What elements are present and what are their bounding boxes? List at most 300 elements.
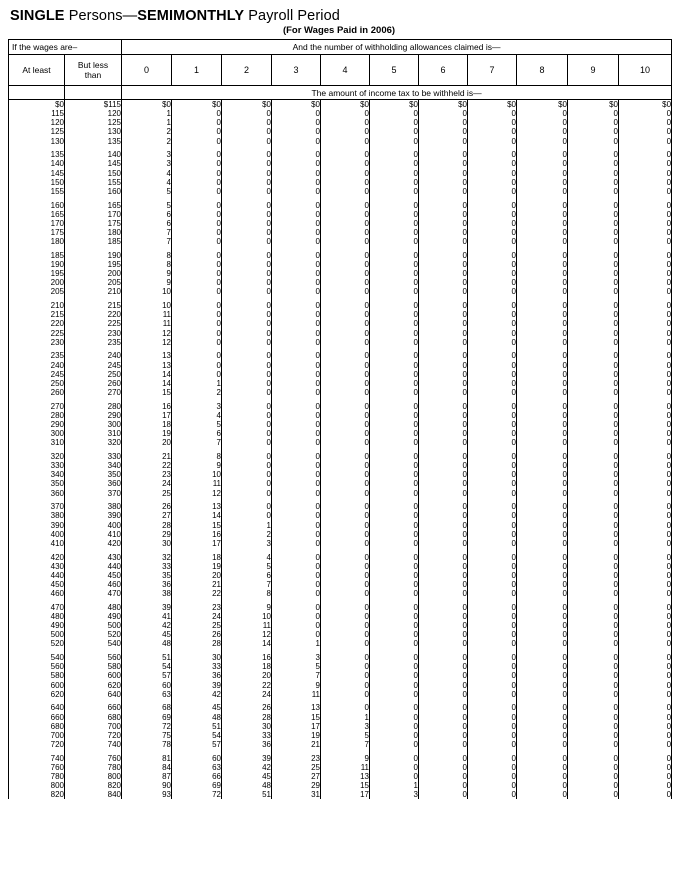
cell-allowance-7: 0 [468, 521, 517, 530]
cell-allowance-8: 0 [517, 470, 568, 479]
cell-allowance-9: 0 [568, 269, 619, 278]
cell-allowance-8: 0 [517, 722, 568, 731]
cell-allowance-9: 0 [568, 489, 619, 498]
cell-allowance-7: 0 [468, 201, 517, 210]
cell-allowance-4: 0 [321, 612, 370, 621]
cell-allowance-3: 0 [272, 150, 321, 159]
cell-allowance-2: 45 [222, 772, 272, 781]
cell-allowance-8: 0 [517, 671, 568, 680]
cell-allowance-2: 9 [222, 603, 272, 612]
cell-allowance-9: 0 [568, 388, 619, 397]
cell-allowance-0: 7 [122, 237, 172, 246]
cell-allowance-6: 0 [419, 379, 468, 388]
cell-allowance-9: 0 [568, 137, 619, 146]
cell-allowance-8: 0 [517, 461, 568, 470]
cell-allowance-0: 18 [122, 420, 172, 429]
cell-allowance-9: 0 [568, 754, 619, 763]
cell-allowance-7: $0 [468, 100, 517, 110]
cell-allowance-2: 51 [222, 790, 272, 799]
cell-allowance-4: 0 [321, 530, 370, 539]
cell-allowance-7: 0 [468, 603, 517, 612]
cell-allowance-3: 0 [272, 621, 321, 630]
cell-allowance-1: 0 [172, 109, 222, 118]
cell-allowance-9: 0 [568, 169, 619, 178]
cell-allowance-2: 0 [222, 127, 272, 136]
cell-allowance-5: 0 [370, 402, 419, 411]
cell-allowance-7: 0 [468, 681, 517, 690]
cell-allowance-9: 0 [568, 671, 619, 680]
cell-allowance-6: 0 [419, 127, 468, 136]
cell-allowance-10: 0 [619, 603, 672, 612]
cell-but-less-than: 470 [65, 589, 122, 598]
cell-allowance-7: 0 [468, 452, 517, 461]
cell-allowance-4: 13 [321, 772, 370, 781]
cell-allowance-8: 0 [517, 338, 568, 347]
page-subtitle: (For Wages Paid in 2006) [282, 25, 396, 36]
cell-allowance-6: 0 [419, 319, 468, 328]
cell-allowance-4: 0 [321, 169, 370, 178]
cell-allowance-7: 0 [468, 379, 517, 388]
cell-allowance-6: 0 [419, 187, 468, 196]
cell-but-less-than: 800 [65, 772, 122, 781]
cell-allowance-4: 7 [321, 740, 370, 749]
cell-allowance-6: 0 [419, 580, 468, 589]
cell-allowance-8: 0 [517, 127, 568, 136]
header-col-1: 1 [172, 55, 222, 86]
cell-allowance-0: 15 [122, 388, 172, 397]
cell-allowance-5: 0 [370, 420, 419, 429]
cell-allowance-4: 0 [321, 228, 370, 237]
cell-at-least: 370 [9, 502, 65, 511]
cell-allowance-10: 0 [619, 612, 672, 621]
cell-allowance-10: 0 [619, 287, 672, 296]
cell-allowance-4: 0 [321, 489, 370, 498]
cell-allowance-3: 0 [272, 370, 321, 379]
table-row [9, 653, 672, 662]
cell-allowance-4: 0 [321, 370, 370, 379]
cell-allowance-4: 0 [321, 210, 370, 219]
cell-allowance-1: 69 [172, 781, 222, 790]
cell-allowance-1: 20 [172, 571, 222, 580]
cell-allowance-9: 0 [568, 109, 619, 118]
cell-allowance-10: 0 [619, 310, 672, 319]
cell-allowance-10: 0 [619, 329, 672, 338]
cell-allowance-7: 0 [468, 287, 517, 296]
cell-allowance-0: 11 [122, 310, 172, 319]
cell-allowance-8: 0 [517, 361, 568, 370]
cell-allowance-10: 0 [619, 388, 672, 397]
cell-at-least: $0 [9, 100, 65, 110]
cell-allowance-5: 0 [370, 763, 419, 772]
cell-but-less-than: 440 [65, 562, 122, 571]
cell-allowance-4: 0 [321, 470, 370, 479]
cell-allowance-5: 0 [370, 580, 419, 589]
cell-at-least: 350 [9, 479, 65, 488]
table-row [9, 438, 672, 447]
table-row [9, 603, 672, 612]
cell-allowance-2: 26 [222, 703, 272, 712]
table-row [9, 118, 672, 127]
cell-allowance-1: 7 [172, 438, 222, 447]
cell-allowance-10: 0 [619, 639, 672, 648]
cell-allowance-10: 0 [619, 361, 672, 370]
header-col-4: 4 [321, 55, 370, 86]
cell-allowance-0: 57 [122, 671, 172, 680]
cell-allowance-1: 0 [172, 329, 222, 338]
cell-allowance-2: 0 [222, 438, 272, 447]
cell-allowance-7: 0 [468, 479, 517, 488]
cell-but-less-than: 310 [65, 429, 122, 438]
cell-allowance-3: $0 [272, 100, 321, 110]
cell-allowance-0: 7 [122, 228, 172, 237]
cell-allowance-5: 0 [370, 639, 419, 648]
cell-allowance-0: 10 [122, 287, 172, 296]
cell-allowance-6: 0 [419, 754, 468, 763]
cell-allowance-5: 0 [370, 219, 419, 228]
cell-allowance-10: 0 [619, 228, 672, 237]
cell-allowance-3: 0 [272, 539, 321, 548]
cell-allowance-6: 0 [419, 489, 468, 498]
cell-allowance-7: 0 [468, 621, 517, 630]
cell-allowance-1: 0 [172, 351, 222, 360]
cell-at-least: 180 [9, 237, 65, 246]
cell-allowance-3: 0 [272, 511, 321, 520]
cell-allowance-4: 0 [321, 251, 370, 260]
cell-allowance-4: 0 [321, 137, 370, 146]
cell-allowance-5: 1 [370, 781, 419, 790]
cell-allowance-3: 0 [272, 461, 321, 470]
cell-allowance-0: 42 [122, 621, 172, 630]
cell-allowance-7: 0 [468, 790, 517, 799]
cell-allowance-8: 0 [517, 790, 568, 799]
cell-allowance-1: 0 [172, 127, 222, 136]
cell-allowance-4: 0 [321, 420, 370, 429]
table-row [9, 511, 672, 520]
cell-allowance-8: 0 [517, 479, 568, 488]
cell-allowance-5: 0 [370, 589, 419, 598]
cell-but-less-than: 135 [65, 137, 122, 146]
cell-allowance-4: 3 [321, 722, 370, 731]
cell-allowance-10: 0 [619, 539, 672, 548]
cell-allowance-10: 0 [619, 731, 672, 740]
cell-allowance-5: 0 [370, 671, 419, 680]
cell-allowance-9: 0 [568, 589, 619, 598]
cell-allowance-3: 0 [272, 489, 321, 498]
cell-allowance-6: 0 [419, 109, 468, 118]
cell-allowance-6: 0 [419, 612, 468, 621]
cell-allowance-1: 0 [172, 201, 222, 210]
page-title-persons: Persons— [64, 8, 138, 24]
table-row [9, 388, 672, 397]
cell-allowance-9: 0 [568, 479, 619, 488]
cell-but-less-than: 225 [65, 319, 122, 328]
cell-allowance-8: 0 [517, 621, 568, 630]
cell-allowance-4: 0 [321, 301, 370, 310]
cell-allowance-2: 3 [222, 539, 272, 548]
cell-allowance-2: 0 [222, 470, 272, 479]
cell-allowance-4: 0 [321, 603, 370, 612]
cell-allowance-6: 0 [419, 502, 468, 511]
cell-allowance-5: 0 [370, 653, 419, 662]
cell-allowance-1: 0 [172, 287, 222, 296]
cell-at-least: 125 [9, 127, 65, 136]
cell-allowance-8: 0 [517, 237, 568, 246]
cell-allowance-2: 0 [222, 420, 272, 429]
cell-at-least: 130 [9, 137, 65, 146]
cell-allowance-9: 0 [568, 201, 619, 210]
cell-but-less-than: 280 [65, 402, 122, 411]
cell-allowance-2: 5 [222, 562, 272, 571]
cell-allowance-3: 0 [272, 159, 321, 168]
cell-allowance-5: 0 [370, 210, 419, 219]
cell-allowance-3: 0 [272, 169, 321, 178]
table-row [9, 639, 672, 648]
cell-allowance-7: 0 [468, 511, 517, 520]
cell-allowance-5: 0 [370, 187, 419, 196]
cell-allowance-8: 0 [517, 580, 568, 589]
cell-allowance-9: 0 [568, 319, 619, 328]
cell-but-less-than: 170 [65, 210, 122, 219]
cell-allowance-3: 0 [272, 228, 321, 237]
cell-allowance-1: 25 [172, 621, 222, 630]
cell-allowance-3: 0 [272, 310, 321, 319]
cell-allowance-3: 0 [272, 429, 321, 438]
cell-allowance-0: 2 [122, 137, 172, 146]
cell-allowance-8: 0 [517, 228, 568, 237]
cell-but-less-than: 270 [65, 388, 122, 397]
cell-allowance-5: 0 [370, 754, 419, 763]
cell-allowance-10: 0 [619, 251, 672, 260]
cell-allowance-9: 0 [568, 379, 619, 388]
cell-allowance-3: 0 [272, 612, 321, 621]
table-row [9, 479, 672, 488]
cell-allowance-10: 0 [619, 159, 672, 168]
cell-allowance-3: 0 [272, 361, 321, 370]
header-amount-label: The amount of income tax to be withheld is— [122, 86, 672, 100]
cell-allowance-3: 0 [272, 452, 321, 461]
cell-allowance-3: 0 [272, 219, 321, 228]
cell-at-least: 195 [9, 269, 65, 278]
cell-allowance-2: 39 [222, 754, 272, 763]
cell-allowance-6: 0 [419, 740, 468, 749]
cell-allowance-8: 0 [517, 187, 568, 196]
cell-allowance-8: 0 [517, 178, 568, 187]
cell-allowance-6: 0 [419, 470, 468, 479]
cell-allowance-9: 0 [568, 301, 619, 310]
cell-allowance-9: 0 [568, 530, 619, 539]
cell-but-less-than: 450 [65, 571, 122, 580]
table-row [9, 379, 672, 388]
cell-allowance-4: 5 [321, 731, 370, 740]
cell-allowance-6: 0 [419, 210, 468, 219]
cell-allowance-6: 0 [419, 237, 468, 246]
page-title-single: SINGLE [10, 8, 65, 24]
cell-allowance-10: 0 [619, 127, 672, 136]
cell-allowance-2: 0 [222, 479, 272, 488]
cell-allowance-10: 0 [619, 118, 672, 127]
cell-allowance-5: 0 [370, 351, 419, 360]
cell-allowance-7: 0 [468, 338, 517, 347]
cell-but-less-than: 370 [65, 489, 122, 498]
cell-allowance-6: 0 [419, 653, 468, 662]
cell-but-less-than: 620 [65, 681, 122, 690]
cell-at-least: 140 [9, 159, 65, 168]
cell-allowance-7: 0 [468, 127, 517, 136]
cell-allowance-4: 9 [321, 754, 370, 763]
cell-allowance-2: 8 [222, 589, 272, 598]
cell-allowance-9: 0 [568, 228, 619, 237]
cell-allowance-5: 0 [370, 301, 419, 310]
cell-allowance-3: 0 [272, 178, 321, 187]
cell-allowance-7: 0 [468, 228, 517, 237]
cell-allowance-8: 0 [517, 269, 568, 278]
cell-allowance-3: 0 [272, 521, 321, 530]
cell-allowance-3: 0 [272, 260, 321, 269]
cell-allowance-8: 0 [517, 329, 568, 338]
cell-at-least: 185 [9, 251, 65, 260]
cell-allowance-1: 0 [172, 370, 222, 379]
cell-allowance-3: 0 [272, 530, 321, 539]
table-row [9, 201, 672, 210]
cell-allowance-2: 0 [222, 370, 272, 379]
cell-allowance-1: 12 [172, 489, 222, 498]
cell-allowance-9: 0 [568, 580, 619, 589]
cell-allowance-10: 0 [619, 571, 672, 580]
cell-allowance-1: 0 [172, 361, 222, 370]
cell-allowance-9: 0 [568, 438, 619, 447]
cell-allowance-7: 0 [468, 118, 517, 127]
cell-allowance-1: 33 [172, 662, 222, 671]
cell-allowance-10: 0 [619, 740, 672, 749]
cell-but-less-than: 560 [65, 653, 122, 662]
cell-allowance-7: 0 [468, 671, 517, 680]
cell-allowance-9: 0 [568, 662, 619, 671]
cell-allowance-2: 36 [222, 740, 272, 749]
cell-allowance-5: 0 [370, 319, 419, 328]
table-row [9, 319, 672, 328]
cell-allowance-6: 0 [419, 219, 468, 228]
cell-allowance-2: 0 [222, 109, 272, 118]
cell-allowance-1: 1 [172, 379, 222, 388]
table-row [9, 612, 672, 621]
cell-but-less-than: 220 [65, 310, 122, 319]
cell-allowance-0: 81 [122, 754, 172, 763]
cell-allowance-7: 0 [468, 429, 517, 438]
cell-allowance-8: 0 [517, 772, 568, 781]
cell-allowance-4: 0 [321, 411, 370, 420]
cell-allowance-1: 26 [172, 630, 222, 639]
cell-allowance-10: 0 [619, 511, 672, 520]
cell-allowance-9: 0 [568, 571, 619, 580]
cell-allowance-2: 0 [222, 489, 272, 498]
cell-allowance-10: 0 [619, 351, 672, 360]
cell-but-less-than: 640 [65, 690, 122, 699]
cell-allowance-2: 18 [222, 662, 272, 671]
cell-but-less-than: 290 [65, 411, 122, 420]
cell-allowance-7: 0 [468, 219, 517, 228]
cell-allowance-4: 0 [321, 589, 370, 598]
cell-allowance-3: 25 [272, 763, 321, 772]
cell-allowance-9: 0 [568, 429, 619, 438]
table-row [9, 461, 672, 470]
cell-at-least: 235 [9, 351, 65, 360]
cell-allowance-7: 0 [468, 553, 517, 562]
cell-at-least: 145 [9, 169, 65, 178]
cell-allowance-0: 38 [122, 589, 172, 598]
cell-allowance-8: 0 [517, 251, 568, 260]
cell-allowance-7: 0 [468, 411, 517, 420]
cell-allowance-0: 1 [122, 109, 172, 118]
cell-allowance-5: 0 [370, 479, 419, 488]
table-row [9, 690, 672, 699]
cell-but-less-than: 140 [65, 150, 122, 159]
cell-allowance-4: 15 [321, 781, 370, 790]
cell-allowance-5: 0 [370, 731, 419, 740]
cell-allowance-5: 0 [370, 662, 419, 671]
cell-allowance-7: 0 [468, 539, 517, 548]
cell-allowance-1: 0 [172, 178, 222, 187]
cell-allowance-9: $0 [568, 100, 619, 110]
cell-allowance-9: 0 [568, 612, 619, 621]
cell-but-less-than: 245 [65, 361, 122, 370]
cell-allowance-8: 0 [517, 169, 568, 178]
cell-allowance-10: 0 [619, 219, 672, 228]
cell-at-least: 740 [9, 754, 65, 763]
cell-allowance-7: 0 [468, 438, 517, 447]
cell-at-least: 245 [9, 370, 65, 379]
cell-allowance-6: 0 [419, 301, 468, 310]
cell-allowance-0: 11 [122, 319, 172, 328]
cell-but-less-than: $115 [65, 100, 122, 110]
cell-at-least: 360 [9, 489, 65, 498]
cell-allowance-0: 36 [122, 580, 172, 589]
cell-at-least: 135 [9, 150, 65, 159]
cell-but-less-than: 260 [65, 379, 122, 388]
cell-allowance-6: 0 [419, 703, 468, 712]
cell-allowance-4: 0 [321, 361, 370, 370]
cell-allowance-0: 6 [122, 219, 172, 228]
cell-allowance-8: 0 [517, 137, 568, 146]
cell-allowance-9: 0 [568, 703, 619, 712]
cell-at-least: 390 [9, 521, 65, 530]
cell-allowance-2: 42 [222, 763, 272, 772]
cell-allowance-3: 0 [272, 201, 321, 210]
cell-allowance-0: 6 [122, 210, 172, 219]
cell-but-less-than: 700 [65, 722, 122, 731]
cell-allowance-7: 0 [468, 502, 517, 511]
cell-allowance-10: 0 [619, 502, 672, 511]
cell-allowance-6: 0 [419, 713, 468, 722]
table-row [9, 429, 672, 438]
cell-allowance-8: 0 [517, 319, 568, 328]
cell-allowance-5: 0 [370, 361, 419, 370]
header-col-10: 10 [619, 55, 672, 86]
cell-allowance-6: 0 [419, 118, 468, 127]
cell-allowance-2: 30 [222, 722, 272, 731]
cell-allowance-10: 0 [619, 470, 672, 479]
cell-but-less-than: 660 [65, 703, 122, 712]
cell-allowance-4: 0 [321, 278, 370, 287]
cell-at-least: 500 [9, 630, 65, 639]
cell-allowance-8: 0 [517, 662, 568, 671]
cell-allowance-8: 0 [517, 489, 568, 498]
cell-allowance-8: 0 [517, 713, 568, 722]
cell-allowance-6: 0 [419, 402, 468, 411]
table-row [9, 722, 672, 731]
cell-allowance-10: 0 [619, 150, 672, 159]
cell-allowance-0: 26 [122, 502, 172, 511]
cell-allowance-5: 0 [370, 452, 419, 461]
